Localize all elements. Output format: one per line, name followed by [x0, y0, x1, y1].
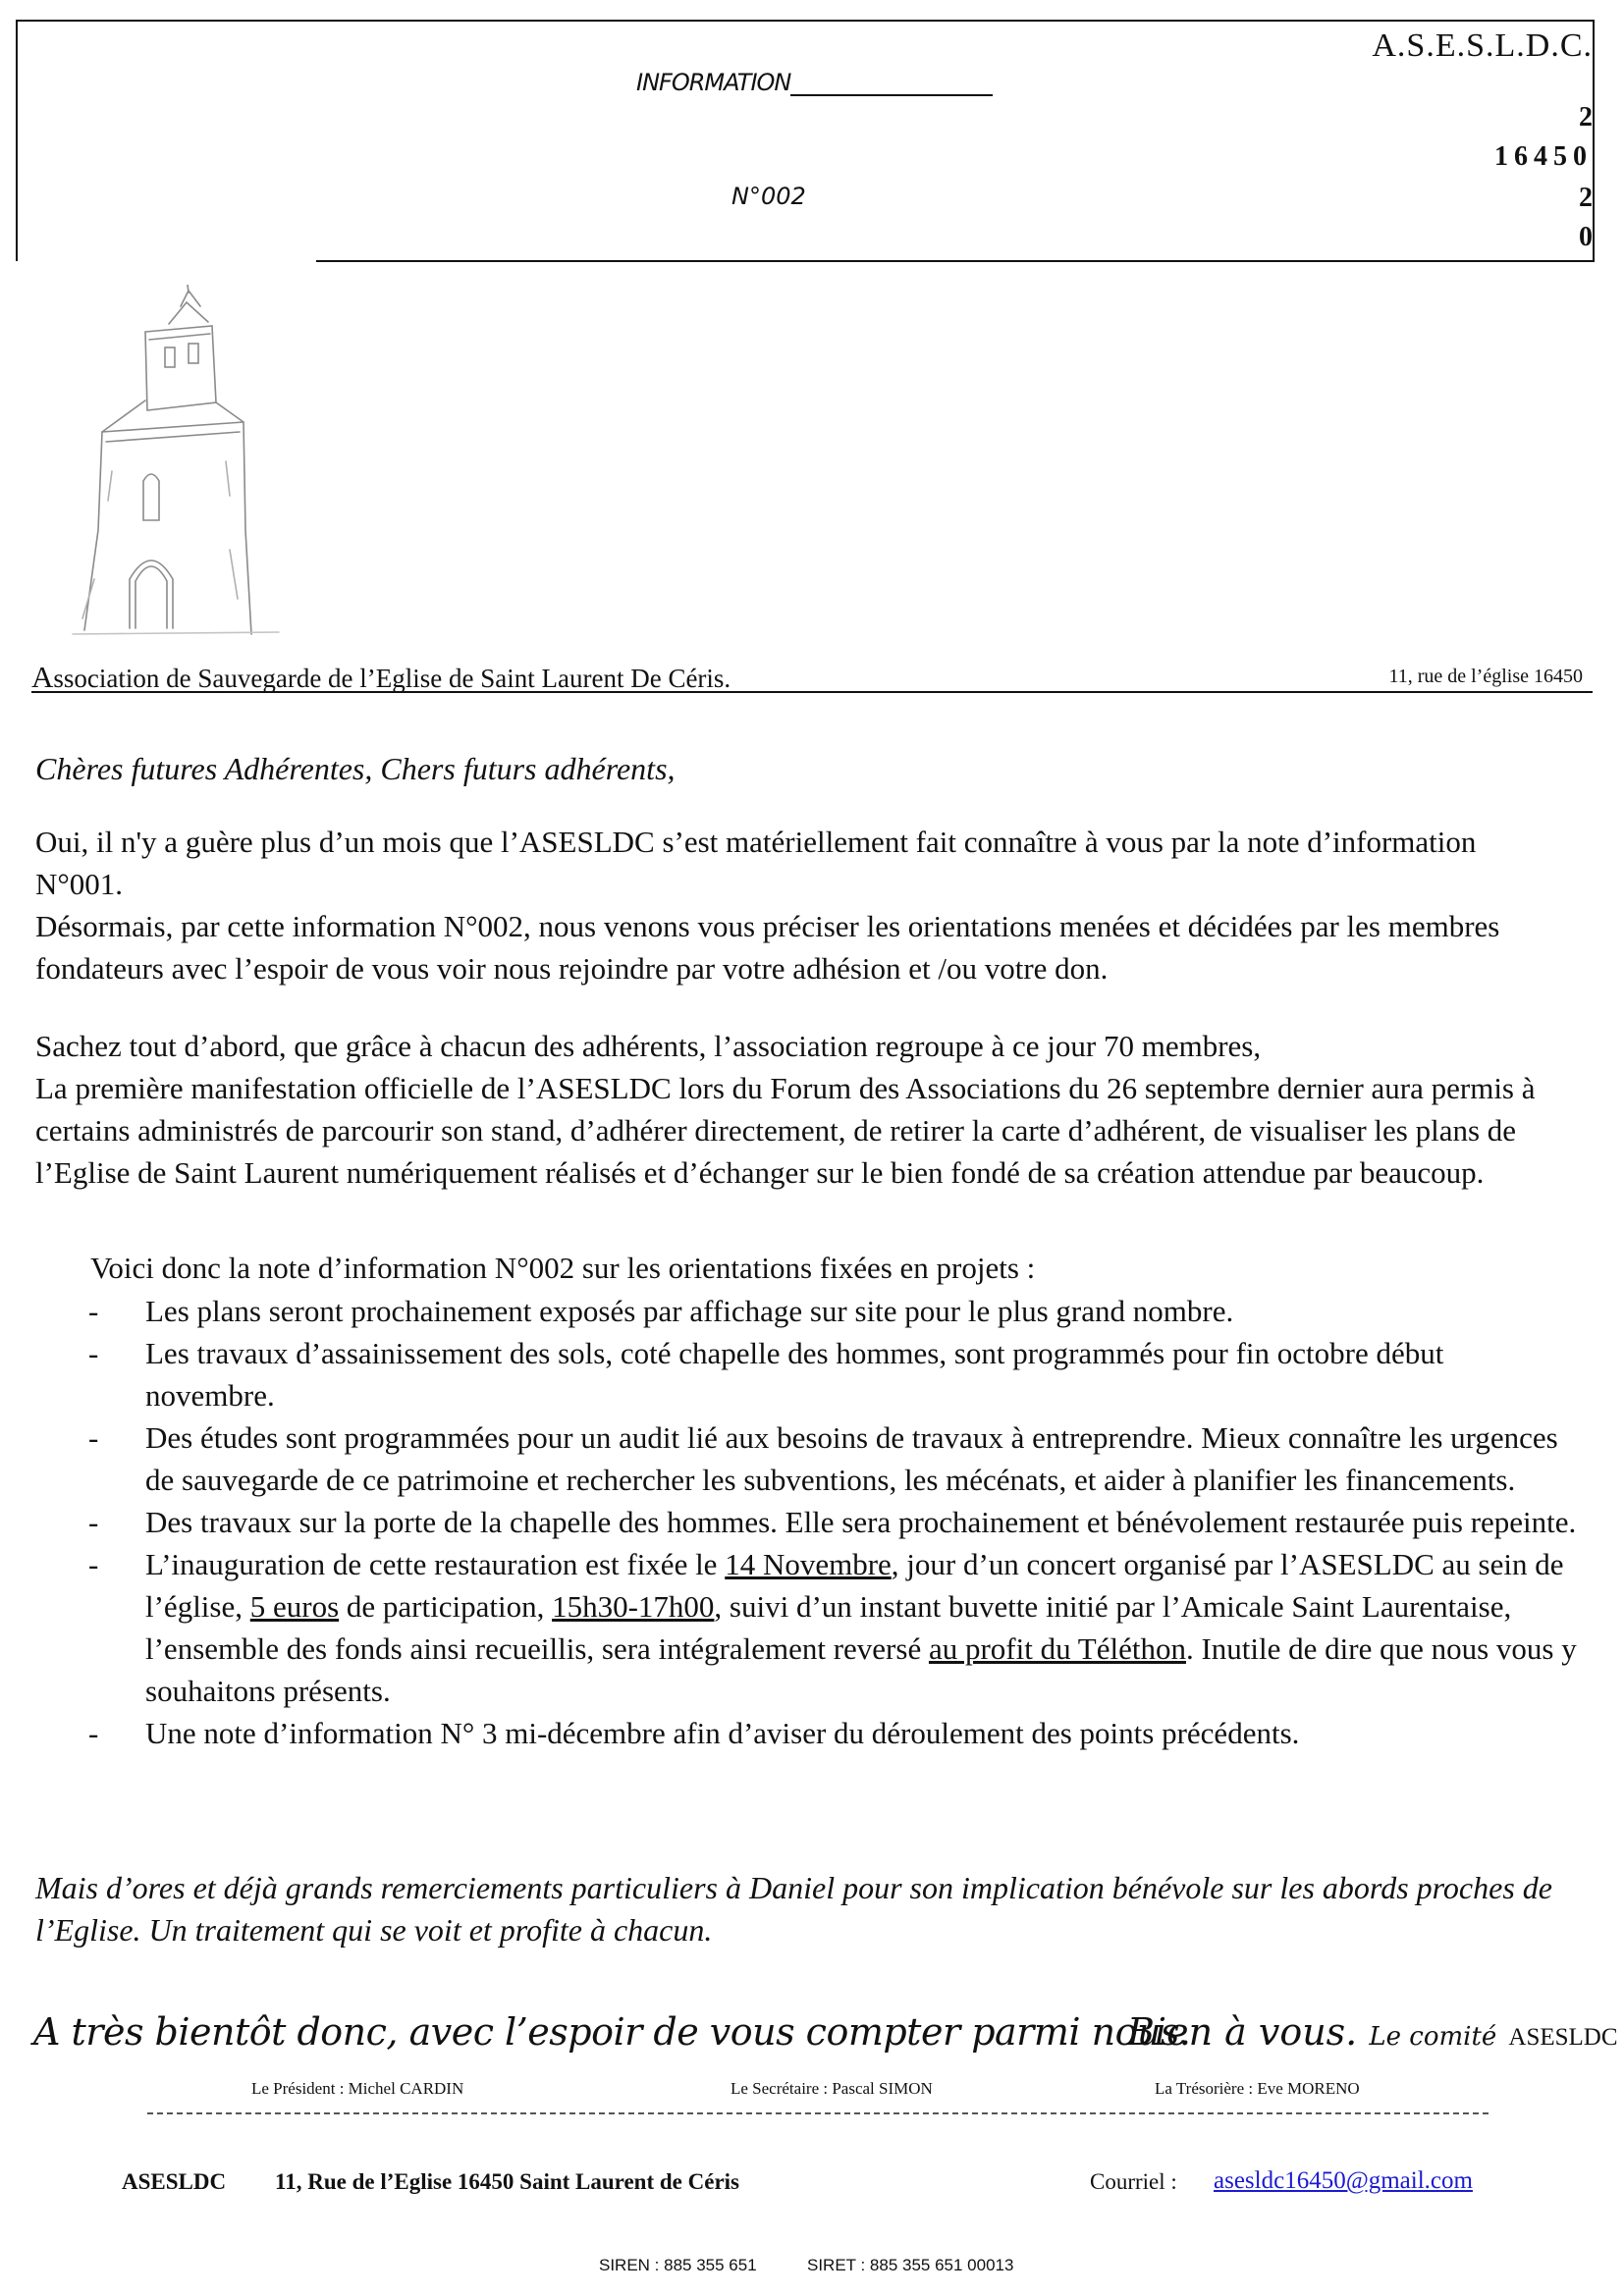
- list-dash: -: [88, 1505, 99, 1539]
- event-price: 5 euros: [249, 1589, 340, 1624]
- paragraph-intro: [35, 821, 1567, 989]
- association-name-initial: A: [31, 660, 54, 694]
- salutation: Chères futures Adhérentes, Chers futurs adhérents,: [35, 751, 676, 786]
- list-dash: -: [88, 1420, 99, 1455]
- text-run: . Inutile de dire que nous vous y souhaitons présents.: [145, 1631, 1577, 1708]
- list-item-text: Les travaux d’assainissement des sols, coté chapelle des hommes, sont programmés pour fin octobre début novembre.: [145, 1336, 1444, 1413]
- projects-list: [35, 1290, 1577, 1754]
- handwritten-signoff: [1127, 2010, 1618, 2054]
- list-item: [35, 1332, 1577, 1416]
- paragraph-line: Désormais, par cette information N°002, nous venons vous préciser les orientations menées et décidées par les membres fondateurs avec l’espoir de vous voir nous rejoindre par votre adhésion et /ou votre don.: [35, 909, 1500, 986]
- association-address: 11, rue de l’église 16450: [1388, 666, 1583, 687]
- list-item: [35, 1290, 1577, 1332]
- list-dash: -: [88, 1336, 99, 1370]
- list-item-text: Des travaux sur la porte de la chapelle des hommes. Elle sera prochainement et bénévolement restaurée puis repeinte.: [145, 1505, 1577, 1539]
- secretary-name: Le Secrétaire : Pascal SIMON: [731, 2079, 933, 2098]
- association-name: [31, 660, 731, 695]
- header-frame-top: [16, 20, 1595, 22]
- list-dash: -: [88, 1547, 99, 1581]
- list-dash: -: [88, 1294, 99, 1328]
- paragraph-members: [35, 1025, 1567, 1194]
- side-line: 2: [1579, 183, 1593, 213]
- treasurer-name: La Trésorière : Eve MORENO: [1155, 2079, 1360, 2098]
- text-run: de participation,: [339, 1589, 553, 1624]
- signoff-org: ASESLDC: [1508, 2024, 1618, 2051]
- list-item: [35, 1501, 1577, 1543]
- president-name: Le Président : Michel CARDIN: [251, 2079, 464, 2098]
- footer-address: 11, Rue de l’Eglise 16450 Saint Laurent de Céris: [275, 2169, 740, 2194]
- signoff-text: Bien à vous.: [1127, 2010, 1358, 2054]
- list-item-text: Les plans seront prochainement exposés par affichage sur site pour le plus grand nombre.: [145, 1294, 1234, 1328]
- info-label: INFORMATION: [636, 69, 791, 96]
- paragraph-line: Oui, il n'y a guère plus d’un mois que l’ASESLDC s’est matériellement fait connaître à vous par la note d’information N°001.: [35, 825, 1477, 901]
- handwritten-greeting: A très bientôt donc, avec l’espoir de vous compter parmi nous.: [33, 2010, 1191, 2054]
- email-link[interactable]: asesldc16450@gmail.com: [1214, 2167, 1473, 2194]
- text-run: , suivi d’un instant buvette initié par l’Amicale Saint Laurentaise, l’ensemble des fonds ainsi recueillis, sera intégralement reversé: [145, 1589, 1512, 1666]
- side-line: 0: [1579, 222, 1593, 252]
- siret-number: SIRET : 885 355 651 00013: [807, 2256, 1014, 2274]
- side-line: 16450: [1494, 141, 1593, 172]
- header-frame-right: [1593, 20, 1595, 261]
- text-run: , jour d’un concert organisé par l’ASESLDC au sein de l’église,: [145, 1547, 1564, 1624]
- event-date: 14 Novembre: [725, 1547, 892, 1581]
- footer-mail-label: Courriel :: [1090, 2169, 1177, 2194]
- list-item-text: Des études sont programmées pour un audit lié aux besoins de travaux à entreprendre. Mieux connaître les urgences de sauvegarde de ce patrimoine et rechercher les subventions, les mécénats, et aider à planifier les financements.: [145, 1420, 1558, 1497]
- header-frame-left: [16, 20, 18, 261]
- signoff-committee: Le comité: [1369, 2022, 1497, 2052]
- event-time: 15h30-17h00: [552, 1589, 715, 1624]
- siren-number: SIREN : 885 355 651: [599, 2256, 757, 2274]
- association-name-rest: ssociation de Sauvegarde de l’Eglise de Saint Laurent De Céris.: [53, 664, 731, 693]
- list-item-text: [145, 1547, 1577, 1708]
- list-item: [35, 1416, 1577, 1501]
- paragraph-line: La première manifestation officielle de l’ASESLDC lors du Forum des Associations du 26 septembre dernier aura permis à certains administrés de parcourir son stand, d’adhérer directement, de retirer la carte d’adhérent, de visualiser les plans de l’Eglise de Saint Laurent numériquement réalisés et d’échanger sur le bien fondé de sa création attendue par beaucoup.: [35, 1071, 1536, 1190]
- association-underline: [31, 691, 1593, 693]
- paragraph-line: Sachez tout d’abord, que grâce à chacun des adhérents, l’association regroupe à ce jour 70 membres,: [35, 1029, 1262, 1063]
- dashed-separator: [147, 2112, 1489, 2114]
- list-item: [35, 1712, 1577, 1754]
- footer-org: ASESLDC: [122, 2169, 227, 2194]
- closing-remark: Mais d’ores et déjà grands remerciements particuliers à Daniel pour son implication bénévole sur les abords proches de l’Eglise. Un traitement qui se voit et profite à chacun.: [35, 1870, 1552, 1948]
- header-frame-bottom: [316, 260, 1595, 262]
- church-sketch-logo: [43, 285, 298, 638]
- list-item-text: Une note d’information N° 3 mi-décembre afin d’aviser du déroulement des points précédents.: [145, 1716, 1300, 1750]
- event-benefit: au profit du Téléthon: [928, 1631, 1186, 1666]
- list-dash: -: [88, 1716, 99, 1750]
- list-intro: Voici donc la note d’information N°002 sur les orientations fixées en projets :: [90, 1251, 1036, 1285]
- org-code: A.S.E.S.L.D.C.: [1372, 27, 1593, 64]
- side-line: 2: [1579, 102, 1593, 133]
- number-label: N°002: [731, 183, 806, 210]
- text-run: L’inauguration de cette restauration est fixée le: [145, 1547, 726, 1581]
- info-underline: [790, 94, 993, 96]
- list-item: [35, 1543, 1577, 1712]
